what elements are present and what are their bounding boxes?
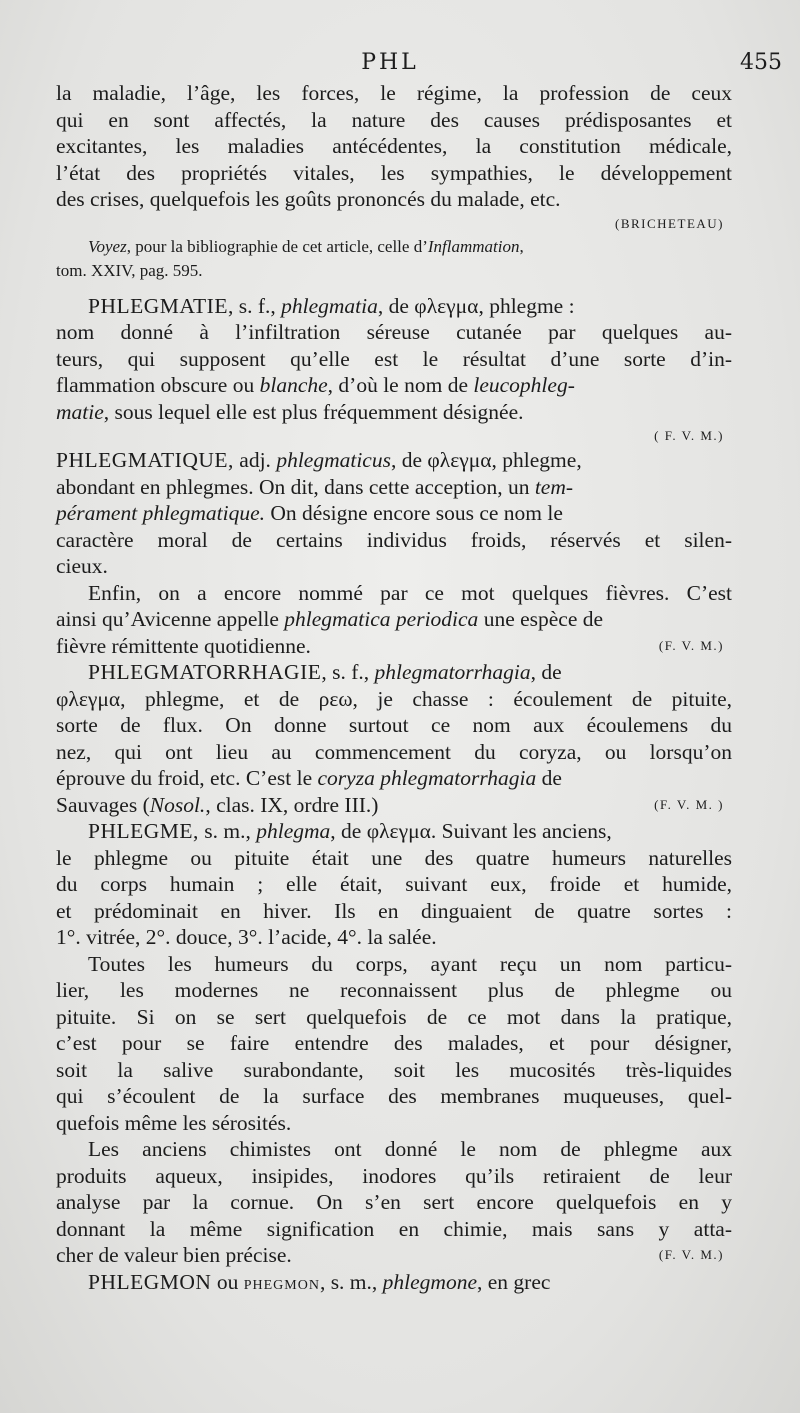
text-line: nez, qui ont lieu au commencement du coryza, ou lorsqu’on: [56, 739, 732, 764]
text-span: , s. f.,: [227, 293, 282, 318]
author-signature: ( F. V. M.): [654, 428, 724, 443]
text-span: , s. m.,: [319, 1269, 383, 1294]
latin-term: phlegmaticus: [276, 448, 391, 472]
text-line: l’état des propriétés vitales, les sympathies, le développement: [56, 160, 732, 185]
italic-term: pérament phlegmatique.: [56, 501, 265, 525]
author-signature: (F. V. M.): [658, 1247, 724, 1262]
text-line: c’est pour se faire entendre des malades, et pour désigner,: [56, 1031, 732, 1055]
entry-phlegmatie: [56, 293, 732, 320]
text-span: ou: [211, 1269, 244, 1294]
text-line: [56, 765, 732, 792]
latin-term: phlegmone: [382, 1269, 477, 1294]
running-head: [0, 50, 800, 84]
voyez-label: Voyez: [88, 236, 127, 256]
text-line: qui s’écoulent de la surface des membranes muqueuses, quel-: [56, 1084, 732, 1108]
text-span: , s. f.,: [321, 660, 375, 684]
text-line: donnant la même signification en chimie, mais sans y atta-: [56, 1216, 732, 1241]
headword: PHLEGMATORRHAGIE: [88, 660, 322, 684]
text-line: 1°. vitrée, 2°. douce, 3°. l’acide, 4°. la salée.: [56, 925, 437, 949]
italic-term: Nosol.: [149, 792, 206, 817]
text-line: du corps humain ; elle était, suivant eux, froide et humide,: [56, 872, 732, 896]
text-span: , sous lequel elle est plus fréquemment désignée.: [103, 399, 524, 424]
text-span: s. m.,: [198, 819, 257, 843]
entry-phlegme: [56, 818, 732, 845]
latin-term: phlegmatia: [281, 293, 378, 318]
headword: PHLEGMON: [88, 1269, 212, 1294]
headword: PHLEGMATIE: [88, 293, 228, 318]
italic-term: tem-: [534, 474, 574, 499]
text-line: quefois même les sérosités.: [56, 1110, 292, 1135]
author-signature: (F. V. M. ): [654, 796, 724, 812]
text-line: [56, 372, 732, 399]
text-line: [56, 633, 732, 660]
text-line: analyse par la cornue. On s’en sert encore quelquefois en y: [56, 1190, 732, 1214]
text-line: teurs, qui supposent qu’elle est le résultat d’une sorte d’in-: [56, 346, 732, 371]
text-line: Les anciens chimistes ont donné le nom de phlegme aux: [88, 1137, 732, 1161]
reference-term: Inflammation: [427, 236, 520, 256]
headword: PHLEGMATIQUE,: [56, 448, 234, 472]
text-span: ainsi qu’Avicenne appelle: [56, 607, 285, 631]
text-span: , de φλεγμα, phlegme :: [377, 293, 575, 318]
text-line: le phlegme ou pituite était une des quatre humeurs naturelles: [56, 845, 732, 870]
text-span: On désigne encore sous ce nom le: [265, 501, 563, 525]
text-span: , d’où le nom de: [327, 373, 474, 397]
latin-term: phlegmatica periodica: [284, 607, 479, 631]
running-title: PHL: [361, 50, 419, 75]
headword: PHLEGME,: [88, 819, 199, 843]
entry-phlegmatorrhagie: [56, 659, 732, 686]
entry-phlegmatique: [56, 447, 732, 474]
text-line: sorte de flux. On donne surtout ce nom aux écoulemens du: [56, 713, 732, 737]
author-signature: (F. V. M.): [658, 637, 724, 653]
text-span: , clas. IX, ordre III.): [205, 792, 379, 817]
spacer: [56, 283, 732, 293]
text-span: adj.: [233, 448, 277, 472]
text-line: [56, 474, 732, 501]
text-line: la maladie, l’âge, les forces, le régime, la profession de ceux: [56, 81, 732, 105]
text-span: Sauvages (: [56, 792, 150, 817]
text-line: [56, 792, 732, 819]
cross-reference-volume: tom. XXIV, pag. 595.: [56, 260, 203, 280]
text-span: , pour la bibliographie de cet article, celle d’: [126, 236, 428, 256]
text-line: qui en sont affectés, la nature des causes prédisposantes et: [56, 107, 732, 132]
text-line: lier, les modernes ne reconnaissent plus de phlegme ou: [56, 978, 732, 1002]
text-line: des crises, quelquefois les goûts prononcés du malade, etc.: [56, 187, 561, 211]
text-line: et prédominait en hiver. Ils en dinguaient de quatre sortes :: [56, 898, 732, 923]
text-span: , de: [530, 660, 562, 684]
text-line: Enfin, on a encore nommé par ce mot quelques fièvres. C’est: [88, 580, 732, 605]
text-span: , en grec: [477, 1269, 551, 1294]
latin-term: phlegmatorrhagia: [374, 660, 531, 684]
text-line: pituite. Si on se sert quelquefois de ce mot dans la pratique,: [56, 1004, 732, 1029]
page-number: 455: [740, 50, 782, 75]
cross-reference: [56, 235, 732, 259]
text-line: [56, 399, 732, 426]
text-span: , de φλεγμα, phlegme,: [390, 448, 582, 472]
text-line: excitantes, les maladies antécédentes, la constitution médicale,: [56, 134, 732, 158]
italic-term: leucophleg-: [473, 373, 575, 397]
text-line: [56, 606, 732, 633]
small-caps-term: PHEGMON: [243, 1277, 320, 1293]
text-line: [56, 1242, 732, 1269]
body-text: [56, 80, 732, 1295]
text-line: φλεγμα, phlegme, et de ρεω, je chasse : écoulement de pituite,: [56, 686, 732, 711]
text-line: caractère moral de certains individus froids, réservés et silen-: [56, 527, 732, 552]
text-span: éprouve du froid, etc. C’est le: [56, 766, 318, 790]
text-line: soit la salive surabondante, soit les mucosités très-liquides: [56, 1057, 732, 1082]
text-span: cher de valeur bien précise.: [56, 1243, 292, 1267]
text-span: , de φλεγμα. Suivant les anciens,: [330, 819, 612, 843]
italic-term: matie: [56, 399, 104, 424]
italic-term: blanche: [259, 373, 328, 397]
latin-term: phlegma: [256, 819, 331, 843]
text-span: ,: [519, 236, 524, 256]
text-line: nom donné à l’infiltration séreuse cutanée par quelques au-: [56, 320, 732, 344]
author-signature: (BRICHETEAU): [615, 215, 724, 231]
text-line: cieux.: [56, 554, 108, 578]
text-span: fièvre rémittente quotidienne.: [56, 633, 311, 658]
latin-term: coryza phlegmatorrhagia: [317, 766, 537, 790]
text-span: flammation obscure ou: [56, 373, 260, 397]
text-span: de: [536, 766, 562, 790]
text-span: une espèce de: [478, 607, 604, 631]
text-line: produits aqueux, insipides, inodores qu’ils retiraient de leur: [56, 1163, 732, 1188]
text-line: [56, 500, 732, 527]
text-line: Toutes les humeurs du corps, ayant reçu un nom particu-: [88, 951, 732, 976]
text-span: abondant en phlegmes. On dit, dans cette acception, un: [56, 474, 535, 499]
entry-phlegmon: [56, 1269, 732, 1296]
